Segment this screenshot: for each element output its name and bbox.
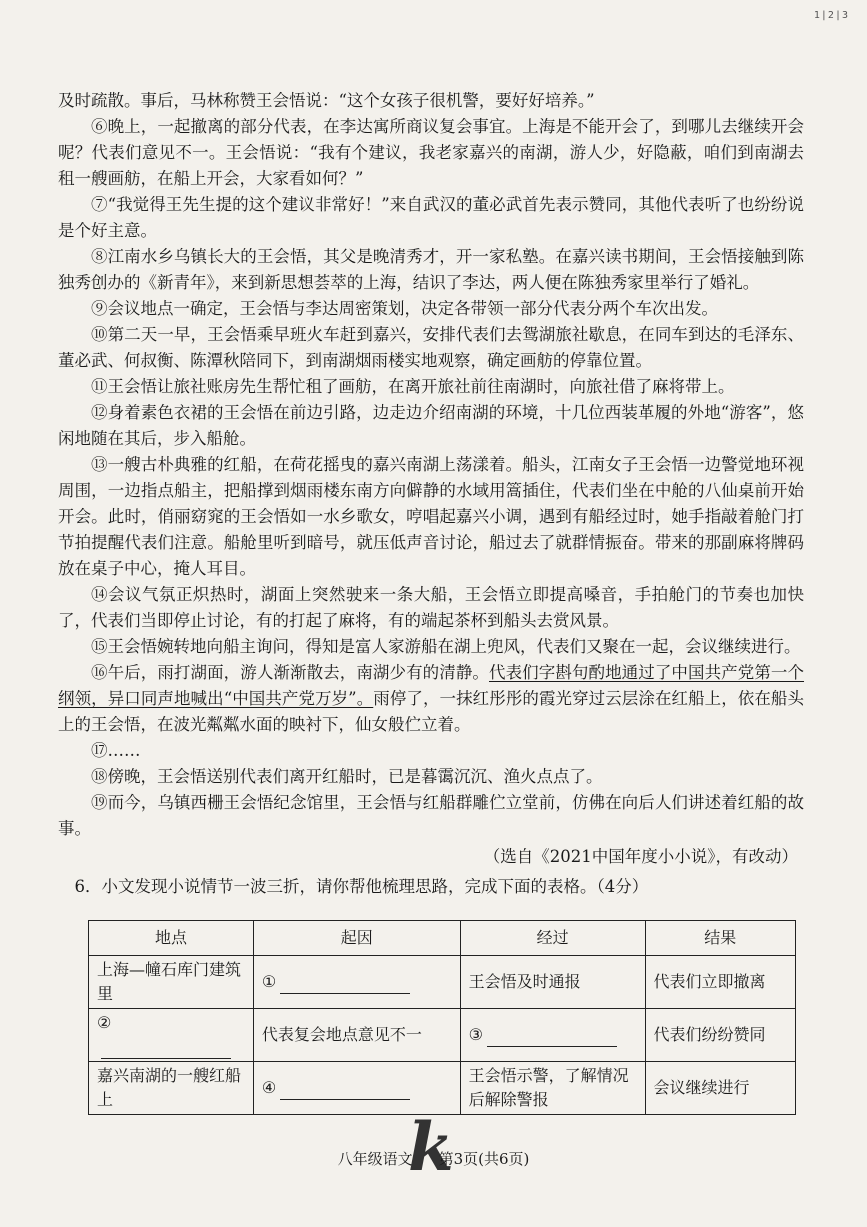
table-row [89,1062,796,1115]
header-process: 经过 [460,921,645,956]
table-row [89,1009,796,1062]
footer-subject: 八年级语文 [337,1150,413,1168]
source-citation: （选自《2021中国年度小小说》，有改动） [483,847,798,866]
table-cell: 王会悟示警，了解情况后解除警报 [460,1062,645,1115]
answer-blank[interactable] [101,1040,231,1059]
paragraph: ⑧江南水乡乌镇长大的王会悟，其父是晚清秀才，开一家私塾。在嘉兴读书期间，王会悟接触到陈独秀创办的《新青年》，来到新思想荟萃的上海，结识了李达，两人便在陈独秀家里举行了婚礼。 [58,247,804,292]
paragraph: ⑭会议气氛正炽热时，湖面上突然驶来一条大船，王会悟立即提高嗓音，手拍舱门的节奏也加快了，代表们当即停止讨论，有的打起了麻将，有的端起茶杯到船头去赏风景。 [58,585,804,630]
header-location: 地点 [89,921,254,956]
header-result: 结果 [645,921,796,956]
paragraph: ⑰…… [91,741,141,760]
answer-cell-4[interactable]: ④ [253,1062,460,1115]
answer-blank[interactable] [280,1081,410,1100]
paragraph: ⑦“我觉得王先生提的这个建议非常好！”来自武汉的董必武首先表示赞同，其他代表听了也纷纷说是个好主意。 [58,195,804,240]
paragraph: ⑥晚上，一起撤离的部分代表，在李达寓所商议复会事宜。上海是不能开会了，到哪儿去继续开会呢？代表们意见不一。王会悟说：“我有个建议，我老家嘉兴的南湖，游人少，好隐蔽，咱们到南湖去租一艘画舫，在船上开会，大家看如何？” [58,117,804,188]
corner-mark: 1|2|3 [813,10,849,21]
answer-blank[interactable] [280,975,410,994]
table-cell: 上海—幢石库门建筑里 [89,956,254,1009]
table-row [89,956,796,1009]
table-header-row [89,921,796,956]
question-6: 6．小文发现小说情节一波三折，请你帮他梳理思路，完成下面的表格。（4分） [74,877,649,896]
footer-page-number: 第3页(共6页) [438,1150,530,1168]
paragraph: ⑫身着素色衣裙的王会悟在前边引路，边走边介绍南湖的环境，十几位西装革履的外地“游客”，悠闲地随在其后，步入船舱。 [58,403,804,448]
paragraph: ⑨会议地点一确定，王会悟与李达周密策划，决定各带领一部分代表分两个车次出发。 [91,299,718,318]
paragraph: ⑮王会悟婉转地向船主询问，得知是富人家游船在湖上兜风，代表们又聚在一起，会议继续进行。 [91,637,801,656]
paragraph: ⑲而今，乌镇西栅王会悟纪念馆里，王会悟与红船群雕伫立堂前，仿佛在向后人们讲述着红船的故事。 [58,793,804,838]
table-cell: 代表们立即撤离 [645,956,796,1009]
table-cell: 会议继续进行 [645,1062,796,1115]
paragraph: ⑩第二天一早，王会悟乘早班火车赶到嘉兴，安排代表们去鸳湖旅社歇息，在同车到达的毛泽东、董必武、何叔衡、陈潭秋陪同下，到南湖烟雨楼实地观察，确定画舫的停靠位置。 [58,325,804,370]
table-cell: 代表们纷纷赞同 [645,1009,796,1062]
table-cell: 嘉兴南湖的一艘红船上 [89,1062,254,1115]
watermark-k-logo: k [408,1108,454,1186]
table-cell: 代表复会地点意见不一 [253,1009,460,1062]
answer-cell-3[interactable]: ③ [460,1009,645,1062]
article-body [58,88,804,900]
header-cause: 起因 [253,921,460,956]
paragraph: ⑪王会悟让旅社账房先生帮忙租了画舫，在离开旅社前往南湖时，向旅社借了麻将带上。 [91,377,735,396]
paragraph-16-end: 雨停了，一抹红彤彤的霞光穿过云层涂在红船上，依在船头上的王会悟，在波光粼粼水面的映衬下，仙女般伫立着。 [58,689,805,734]
paragraph: ⑬一艘古朴典雅的红船，在荷花摇曳的嘉兴南湖上荡漾着。船头，江南女子王会悟一边警觉地环视周围，一边指点船主，把船撑到烟雨楼东南方向僻静的水域用篙插住，代表们坐在中舱的八仙桌前开始开会。此时，俏丽窈窕的王会悟如一水乡歌女，哼唱起嘉兴小调，遇到有船经过时，她手指敲着舱门打节拍提醒代表们注意。船舱里听到暗号，就压低声音讨论，船过去了就群情振奋。带来的那副麻将牌码放在桌子中心，掩人耳目。 [58,455,804,578]
table-cell: 王会悟及时通报 [460,956,645,1009]
plot-table [88,920,796,1115]
underlined-sentence: 代表们字斟句酌地通过了中国共产党第一个纲领，异口同声地喊出“中国共产党万岁”。 [58,663,805,708]
answer-cell-2[interactable]: ② [89,1009,254,1062]
paragraph-16-start: ⑯午后，雨打湖面，游人渐渐散去，南湖少有的清静。 [91,663,489,682]
paragraph: 及时疏散。事后，马林称赞王会悟说：“这个女孩子很机警，要好好培养。” [58,91,595,110]
page-footer [0,1148,867,1169]
answer-cell-1[interactable]: ① [253,956,460,1009]
answer-blank[interactable] [487,1028,617,1047]
paragraph: ⑱傍晚，王会悟送别代表们离开红船时，已是暮霭沉沉、渔火点点了。 [91,767,603,786]
paragraph-16 [58,660,804,738]
